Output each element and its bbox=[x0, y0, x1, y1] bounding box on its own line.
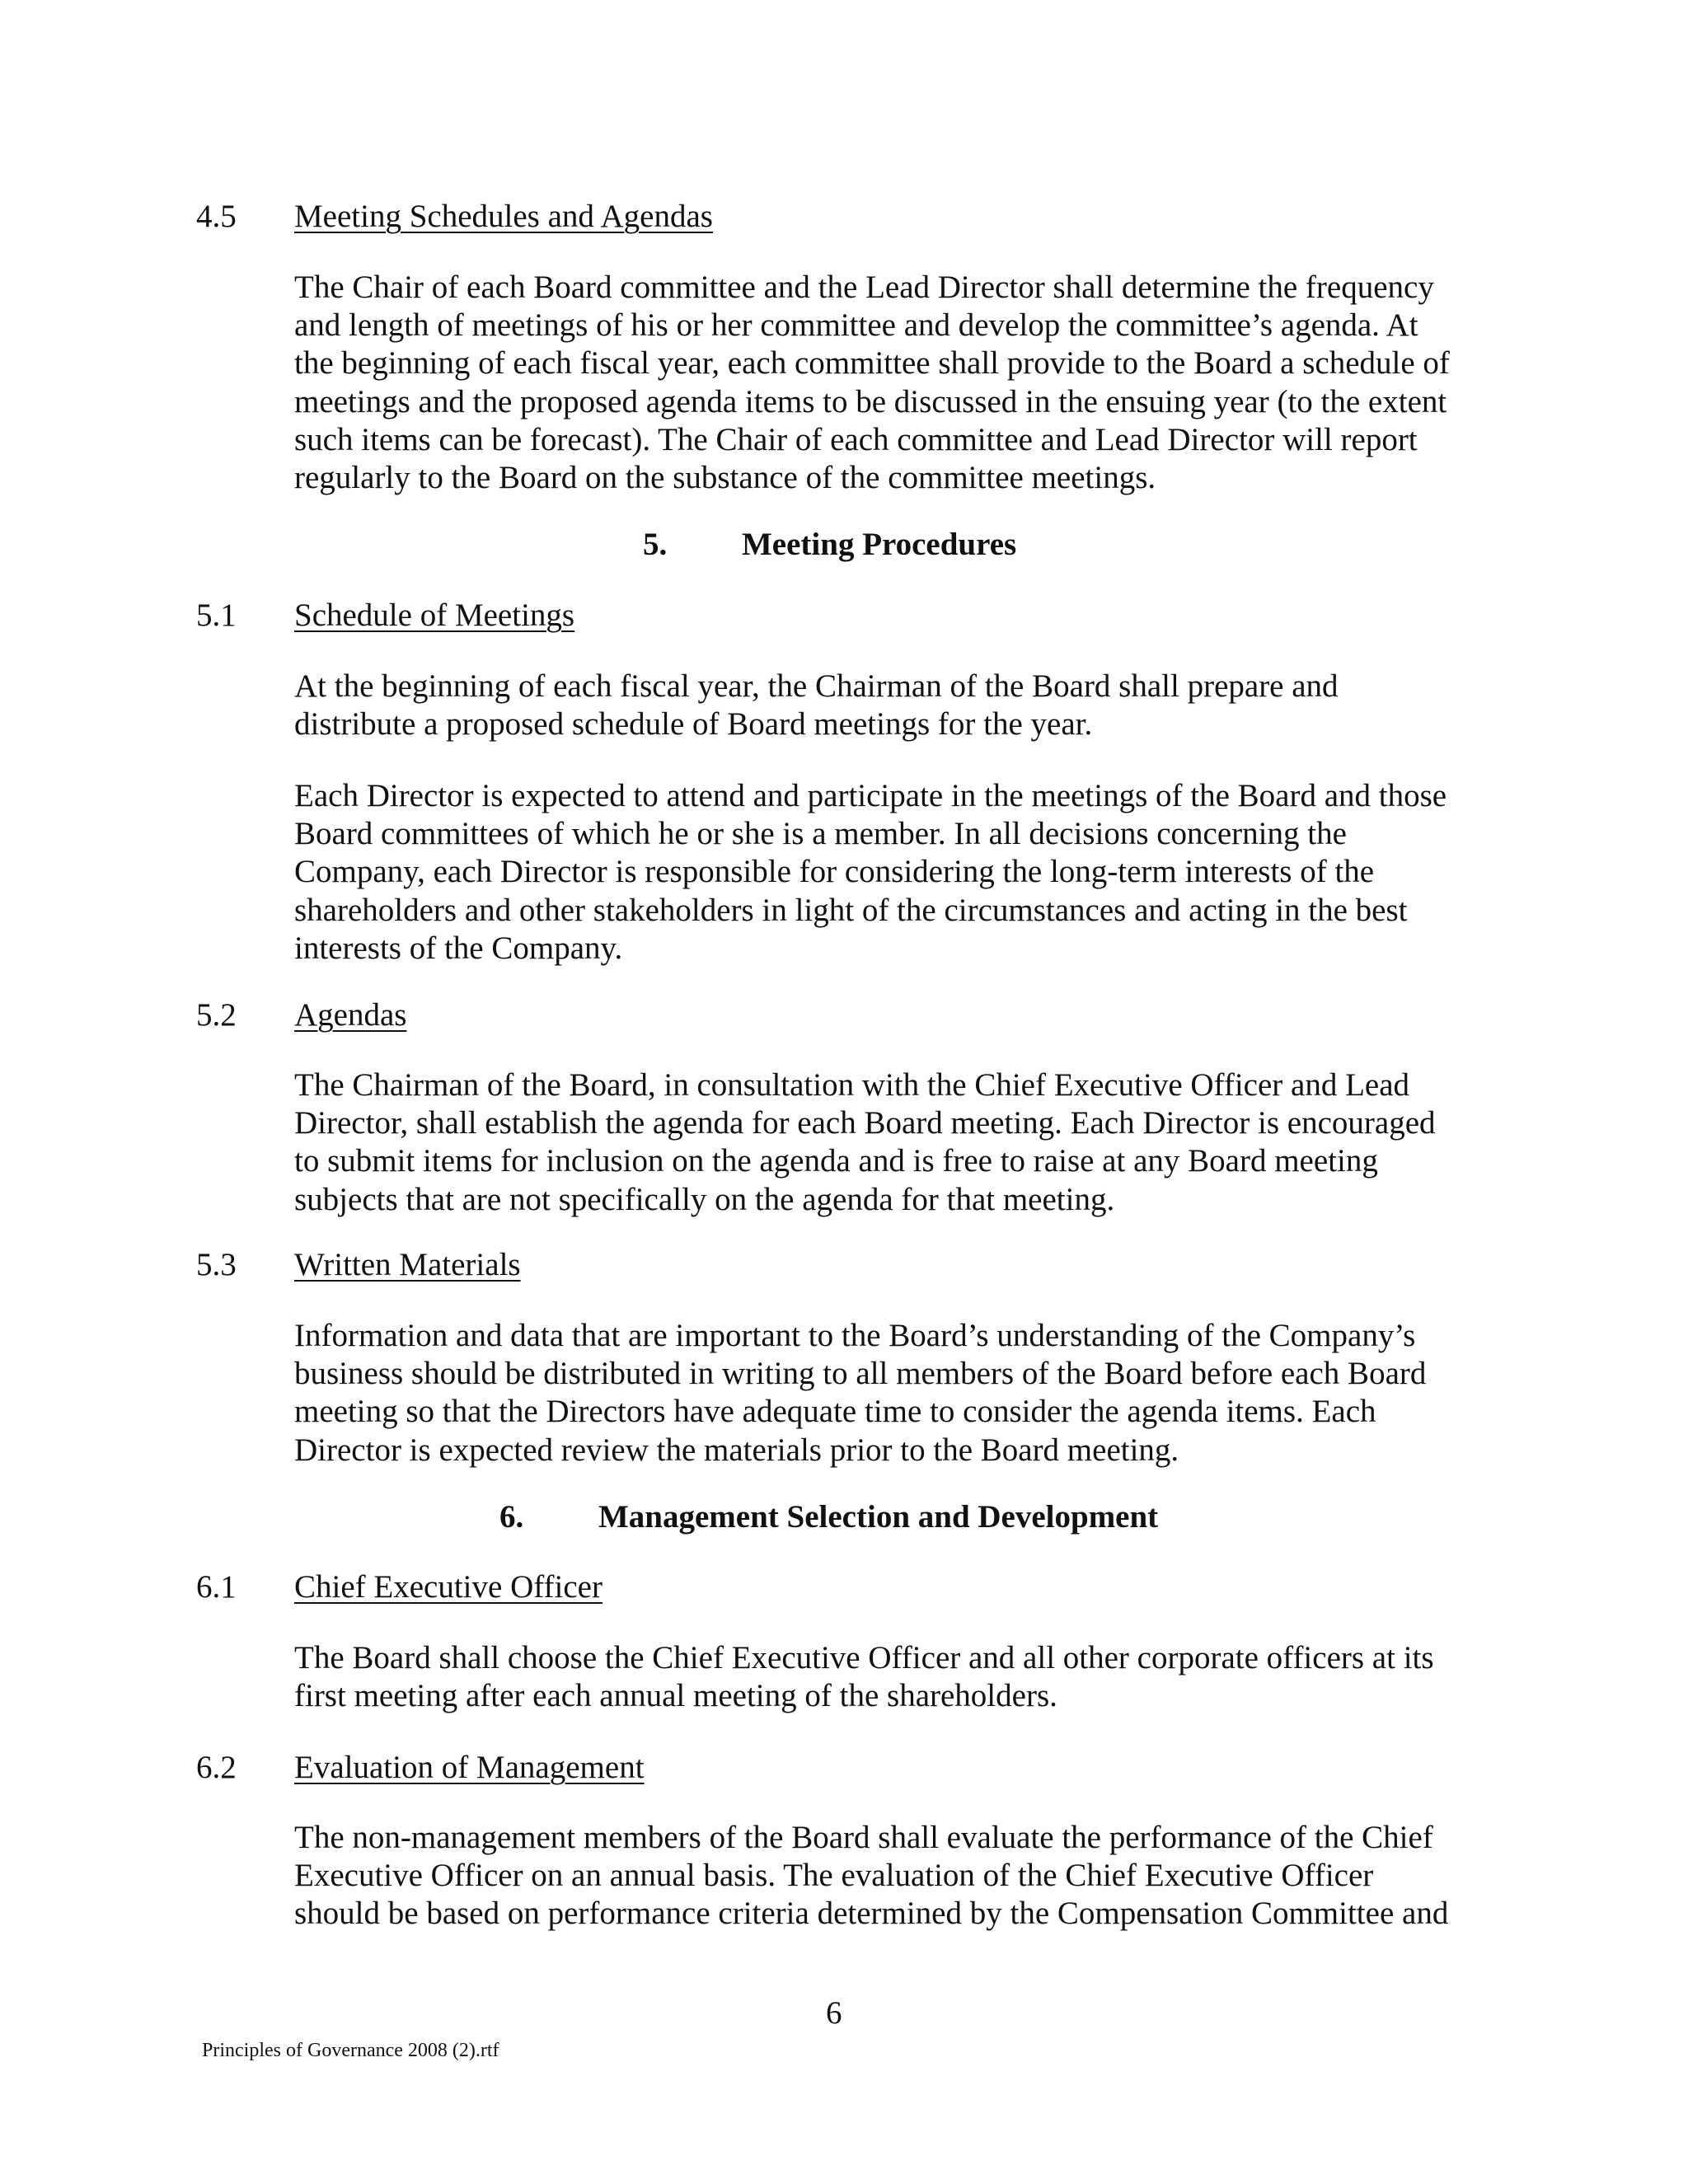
page-number: 6 bbox=[826, 1995, 842, 2031]
paragraph bbox=[294, 1819, 1498, 1933]
text-line: At the beginning of each fiscal year, the Chairman of the Board shall prepare and bbox=[294, 668, 1339, 704]
text-line: first meeting after each annual meeting of the shareholders. bbox=[294, 1678, 1057, 1714]
text-line: Director is expected review the materials prior to the Board meeting. bbox=[294, 1432, 1179, 1468]
text-line: shareholders and other stakeholders in light of the circumstances and acting in the best bbox=[294, 892, 1408, 928]
text-line: such items can be forecast). The Chair of each committee and Lead Director will report bbox=[294, 421, 1418, 457]
section-number: 6.2 bbox=[196, 1750, 237, 1785]
section-number: 6.1 bbox=[196, 1569, 237, 1605]
text-line: and length of meetings of his or her committee and develop the committee’s agenda. At bbox=[294, 307, 1418, 344]
text-line: Each Director is expected to attend and participate in the meetings of the Board and those bbox=[294, 778, 1447, 813]
text-line: the beginning of each fiscal year, each committee shall provide to the Board a schedule of bbox=[294, 345, 1450, 382]
section-heading: Meeting Schedules and Agendas bbox=[294, 199, 713, 234]
paragraph bbox=[294, 1066, 1498, 1219]
text-line: subjects that are not specifically on the agenda for that meeting. bbox=[294, 1181, 1115, 1217]
text-line: Director, shall establish the agenda for each Board meeting. Each Director is encouraged bbox=[294, 1105, 1436, 1141]
section-heading: Schedule of Meetings bbox=[294, 598, 575, 633]
paragraph bbox=[294, 668, 1498, 743]
text-line: The Board shall choose the Chief Executive Officer and all other corporate officers at its bbox=[294, 1640, 1434, 1675]
section-title-number: 6. bbox=[499, 1499, 524, 1535]
section-number: 5.1 bbox=[196, 598, 237, 633]
text-line: regularly to the Board on the substance of the committee meetings. bbox=[294, 460, 1156, 496]
text-line: The Chairman of the Board, in consultation with the Chief Executive Officer and Lead bbox=[294, 1067, 1410, 1103]
section-heading: Evaluation of Management bbox=[294, 1750, 645, 1785]
section-number: 4.5 bbox=[196, 199, 237, 234]
paragraph bbox=[294, 1317, 1498, 1469]
footer-filename: Principles of Governance 2008 (2).rtf bbox=[202, 2040, 499, 2061]
paragraph bbox=[294, 777, 1498, 968]
section-heading: Written Materials bbox=[294, 1247, 521, 1282]
text-line: Executive Officer on an annual basis. The evaluation of the Chief Executive Officer bbox=[294, 1858, 1374, 1894]
text-line: The Chair of each Board committee and the Lead Director shall determine the frequency bbox=[294, 269, 1434, 305]
paragraph bbox=[294, 1639, 1498, 1715]
text-line: meetings and the proposed agenda items to be discussed in the ensuing year (to the extent bbox=[294, 383, 1447, 419]
text-line: Company, each Director is responsible for considering the long-term interests of the bbox=[294, 854, 1375, 890]
text-line: business should be distributed in writing to all members of the Board before each Board bbox=[294, 1356, 1427, 1392]
text-line: to submit items for inclusion on the agenda and is free to raise at any Board meeting bbox=[294, 1143, 1378, 1179]
section-title-number: 5. bbox=[643, 527, 668, 562]
text-line: Information and data that are important to the Board’s understanding of the Company’s bbox=[294, 1318, 1416, 1353]
text-line: The non-management members of the Board shall evaluate the performance of the Chief bbox=[294, 1820, 1433, 1855]
section-heading: Chief Executive Officer bbox=[294, 1569, 603, 1605]
section-number: 5.3 bbox=[196, 1247, 237, 1282]
text-line: meeting so that the Directors have adequate time to consider the agenda items. Each bbox=[294, 1394, 1376, 1430]
section-number: 5.2 bbox=[196, 997, 237, 1033]
text-line: Board committees of which he or she is a member. In all decisions concerning the bbox=[294, 816, 1347, 852]
section-title-text: Management Selection and Development bbox=[598, 1499, 1159, 1535]
text-line: should be based on performance criteria determined by the Compensation Committee and bbox=[294, 1896, 1449, 1932]
paragraph bbox=[294, 269, 1498, 497]
section-title-text: Meeting Procedures bbox=[742, 527, 1017, 562]
text-line: interests of the Company. bbox=[294, 930, 623, 966]
text-line: distribute a proposed schedule of Board meetings for the year. bbox=[294, 706, 1093, 743]
section-heading: Agendas bbox=[294, 997, 407, 1033]
